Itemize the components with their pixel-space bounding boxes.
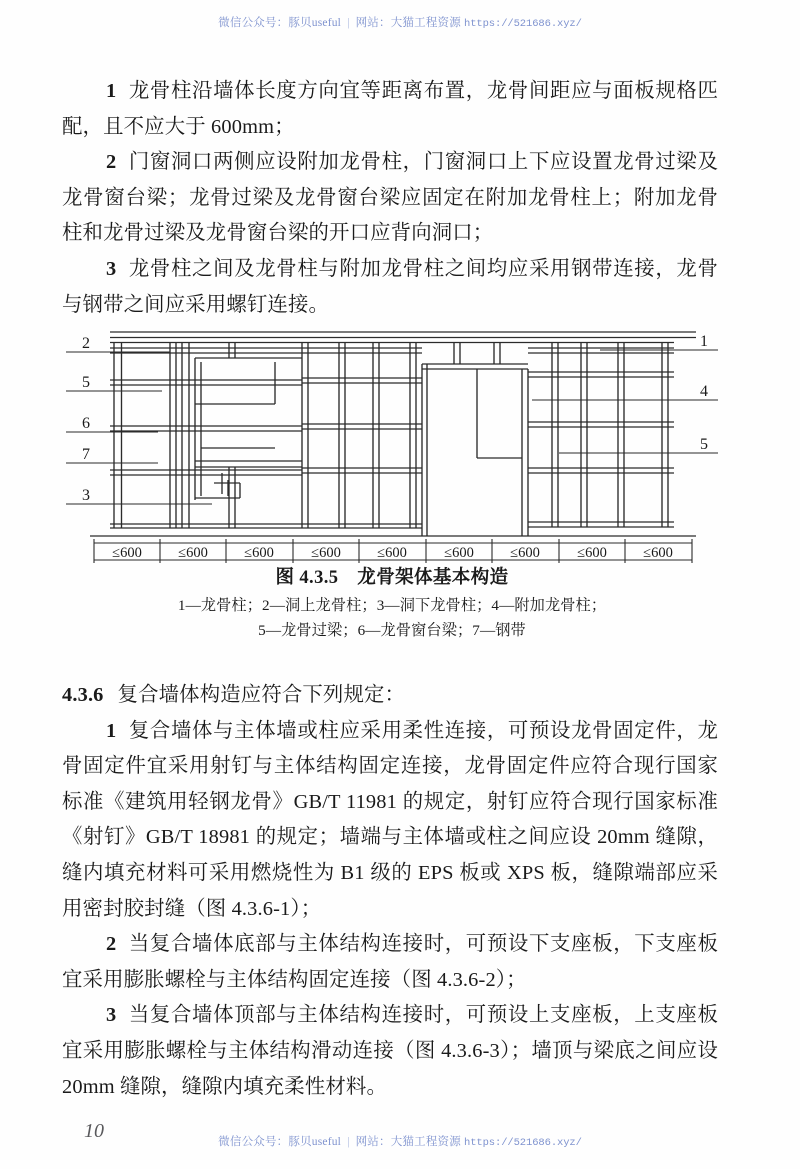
section-number: 4.3.6 xyxy=(62,684,104,706)
watermark-site-label: 网站： xyxy=(355,1136,391,1148)
dimension-label: ≤600 xyxy=(444,545,474,561)
figure-caption: 图 4.3.5 龙骨架体基本构造 xyxy=(275,568,509,588)
figure-callout-5-left: 5 xyxy=(82,374,90,391)
stud-frame-diagram xyxy=(62,328,722,563)
figure-callout-3: 3 xyxy=(82,487,90,504)
figure-callout-7: 7 xyxy=(82,446,90,463)
section-title: 复合墙体构造应符合下列规定： xyxy=(117,684,406,706)
page-number: 10 xyxy=(84,1120,104,1142)
watermark-separator: | xyxy=(347,1136,350,1148)
watermark-top xyxy=(0,14,800,30)
dimension-label: ≤600 xyxy=(577,545,607,561)
watermark-site-label: 网站： xyxy=(355,17,391,29)
list-item xyxy=(62,145,718,252)
figure-legend-line-1: 1—龙骨柱；2—洞上龙骨柱；3—洞下龙骨柱；4—附加龙骨柱； xyxy=(177,597,607,614)
list-item-text: 门窗洞口两侧应设附加龙骨柱，门窗洞口上下应设置龙骨过梁及龙骨窗台梁；龙骨过梁及龙骨窗台梁应固定在附加龙骨柱上；附加龙骨柱和龙骨过梁及龙骨窗台梁的开口应背向洞口； xyxy=(62,151,718,245)
list-item-number: 3 xyxy=(106,1004,117,1027)
list-item xyxy=(62,927,718,998)
watermark-url: https://521686.xyz/ xyxy=(464,18,582,30)
watermark-prefix: 微信公众号： xyxy=(218,1136,289,1148)
watermark-separator: | xyxy=(347,17,350,29)
dimension-label: ≤600 xyxy=(510,545,540,561)
list-item-text: 当复合墙体底部与主体结构连接时，可预设下支座板，下支座板宜采用膨胀螺栓与主体结构固定连接（图 4.3.6-2）； xyxy=(62,933,718,991)
list-item-text: 龙骨柱沿墙体长度方向宜等距离布置，龙骨间距应与面板规格匹配，且不应大于 600mm； xyxy=(62,80,718,138)
figure-callout-6: 6 xyxy=(82,415,90,432)
watermark-url: https://521686.xyz/ xyxy=(464,1137,582,1149)
watermark-account: 豚贝useful xyxy=(288,17,342,29)
body-text-lower xyxy=(62,678,718,1105)
dimension-label: ≤600 xyxy=(244,545,274,561)
dimension-label: ≤600 xyxy=(643,545,673,561)
list-item-text: 龙骨柱之间及龙骨柱与附加龙骨柱之间均应采用钢带连接，龙骨与钢带之间应采用螺钉连接。 xyxy=(62,257,718,316)
figure-callout-5-right: 5 xyxy=(700,436,708,453)
list-item-number: 2 xyxy=(106,933,117,956)
watermark-site-name: 大猫工程资源 xyxy=(390,1136,461,1148)
watermark-site-name: 大猫工程资源 xyxy=(390,17,461,29)
figure-callout-1: 1 xyxy=(700,333,708,350)
list-item-number: 1 xyxy=(106,80,117,102)
figure-callout-4: 4 xyxy=(700,383,708,400)
watermark-bottom xyxy=(0,1133,800,1149)
body-text-upper xyxy=(62,74,718,323)
dimension-label: ≤600 xyxy=(377,545,407,561)
section-heading xyxy=(62,678,718,714)
list-item xyxy=(62,252,718,323)
figure-legend-line-2: 5—龙骨过梁；6—龙骨窗台梁；7—钢带 xyxy=(258,622,526,639)
list-item-number: 1 xyxy=(106,719,117,742)
watermark-account: 豚贝useful xyxy=(288,1136,342,1148)
dimension-label: ≤600 xyxy=(178,545,208,561)
watermark-prefix: 微信公众号： xyxy=(218,17,289,29)
figure-4-3-5 xyxy=(62,328,722,643)
list-item-number: 3 xyxy=(106,257,117,280)
list-item xyxy=(62,998,718,1105)
dimension-label: ≤600 xyxy=(112,545,142,561)
list-item xyxy=(62,714,718,928)
dimension-label: ≤600 xyxy=(311,545,341,561)
list-item-text: 当复合墙体顶部与主体结构连接时，可预设上支座板，上支座板宜采用膨胀螺栓与主体结构滑动连接（图 4.3.6-3）；墙顶与梁底之间应设 20mm 缝隙，缝隙内填充柔性材料。 xyxy=(62,1004,718,1098)
list-item xyxy=(62,74,718,145)
figure-callout-2: 2 xyxy=(82,335,90,352)
list-item-text: 复合墙体与主体墙或柱应采用柔性连接，可预设龙骨固定件，龙骨固定件宜采用射钉与主体结构固定连接，龙骨固定件应符合现行国家标准《建筑用轻钢龙骨》GB/T 11981 的规定，射钉应符合现行国家标准《射钉》GB/T 18981 的规定；墙端与主体墙或柱之间应设 20mm 缝隙，缝内填充材料可采用燃烧性为 B1 级的 EPS 板或 XPS 板，缝隙端部应采用密封胶封缝（图 4.3.6-1）； xyxy=(62,719,718,920)
list-item-number: 2 xyxy=(106,151,117,174)
